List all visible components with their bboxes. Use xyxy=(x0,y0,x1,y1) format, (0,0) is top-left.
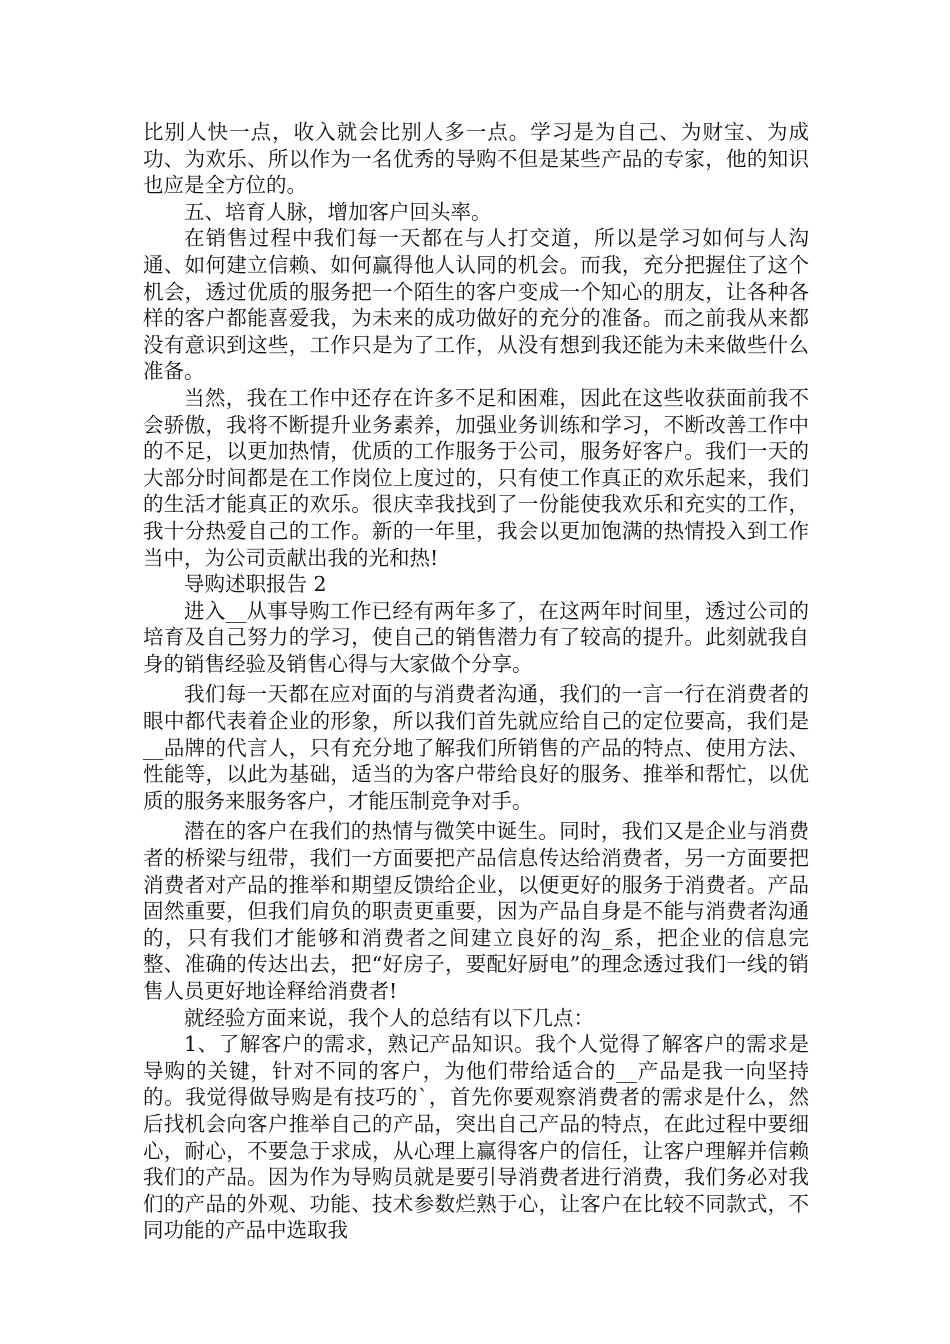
paragraph: 我们每一天都在应对面的与消费者沟通，我们的一言一行在消费者的眼中都代表着企业的形象，所以我们首先就应给自己的定位要高，我们是__品牌的代言人，只有充分地了解我们所销售的产品的特点、使用方法、性能等，以此为基础，适当的为客户带给良好的服务、推举和帮忙，以优质的服务来服务客户，才能压制竞争对手。 xyxy=(143,682,809,813)
report-title: 导购述职报告 2 xyxy=(184,572,327,597)
paragraph: 潜在的客户在我们的热情与微笑中诞生。同时，我们又是企业与消费者的桥梁与纽带，我们一方面要把产品信息传达给消费者，另一方面要把消费者对产品的推举和期望反馈给企业，以便更好的服务于消费者。产品固然重要，但我们肩负的职责更重要，因为产品自身是不能与消费者沟通的，只有我们才能够和消费者之间建立良好的沟_系，把企业的信息完整、准确的传达出去，把“好房子，要配好厨电”的理念透过我们一线的销售人员更好地诠释给消费者! xyxy=(143,819,809,1003)
paragraph: 在销售过程中我们每一天都在与人打交道，所以是学习如何与人沟通、如何建立信赖、如何赢得他人认同的机会。而我，充分把握住了这个机会，透过优质的服务把一个陌生的客户变成一个知心的朋友，让各种各样的客户都能喜爱我，为未来的成功做好的充分的准备。而之前我从来都没有意识到这些，工作只是为了工作，从没有想到我还能为未来做些什么准备。 xyxy=(143,226,809,384)
list-item: 1、了解客户的需求，熟记产品知识。我个人觉得了解客户的需求是导购的关键，针对不同的客户，为他们带给适合的__产品是我一向坚持的。我觉得做导购是有技巧的`，首先你要观察消费者的需求是什么，然后找机会向客户推举自己的产品，突出自己产品的特点，在此过程中要细心，耐心，不要急于求成，从心理上赢得客户的信任，让客户理解并信赖我们的产品。因为作为导购员就是要引导消费者进行消费，我们务必对我们的产品的外观、功能、技术参数烂熟于心，让客户在比较不同款式，不同功能的产品中选取我 xyxy=(143,1032,809,1243)
paragraph: 就经验方面来说，我个人的总结有以下几点： xyxy=(184,1005,594,1030)
paragraph: 比别人快一点，收入就会比别人多一点。学习是为自己、为财宝、为成功、为欢乐、所以作为一名优秀的导购不但是某些产品的专家，他的知识也应是全方位的。 xyxy=(143,120,809,198)
section-heading: 五、培育人脉，增加客户回头率。 xyxy=(184,199,492,224)
paragraph: 当然，我在工作中还存在许多不足和困难，因此在这些收获面前我不会骄傲，我将不断提升业务素养，加强业务训练和学习，不断改善工作中的不足，以更加热情，优质的工作服务于公司，服务好客户。我们一天的大部分时间都是在工作岗位上度过的，只有使工作真正的欢乐起来，我们的生活才能真正的欢乐。很庆幸我找到了一份能使我欢乐和充实的工作，我十分热爱自己的工作。新的一年里，我会以更加饱满的热情投入到工作当中，为公司贡献出我的光和热! xyxy=(143,385,809,570)
document-body xyxy=(143,119,809,1244)
paragraph: 进入__从事导购工作已经有两年多了，在这两年时间里，透过公司的培育及自己努力的学习，使自己的销售潜力有了较高的提升。此刻就我自身的销售经验及销售心得与大家做个分享。 xyxy=(143,598,809,676)
